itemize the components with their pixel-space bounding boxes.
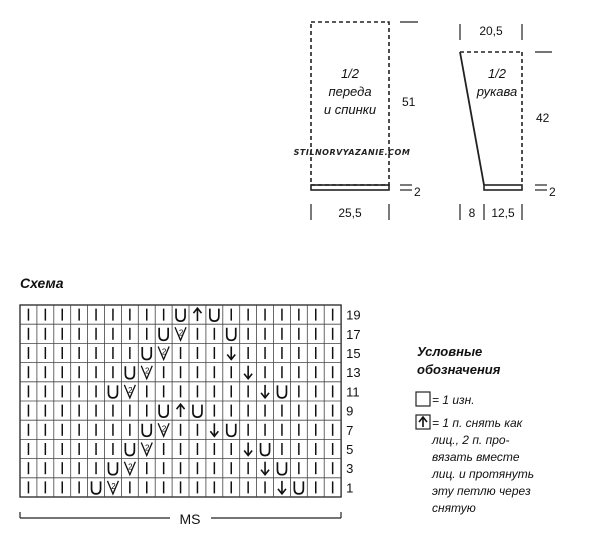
row-number: 17 [346,326,361,342]
yarn-over-icon [92,481,101,494]
row-number: 5 [346,442,354,457]
svg-text:2: 2 [178,328,184,338]
row-number: 19 [346,307,361,323]
down-arrow-icon [261,385,269,398]
legend-title-2: обозначения [417,362,501,377]
sleeve-bottom-left: 8 [468,206,476,220]
down-arrow-icon [210,423,218,436]
row-number: 13 [346,365,361,381]
front-back-band-size: 2 [414,185,421,199]
sleeve-label-1: 1/2 [487,66,507,81]
sleeve-top-width: 20,5 [479,24,503,38]
down-arrow-icon [244,366,252,379]
knit-two-together-icon [175,327,186,340]
legend-item-2-line-3: вязать вместе [432,450,520,464]
yarn-over-icon [125,443,134,456]
yarn-over-icon [142,347,151,360]
knit-two-together-icon [141,443,152,456]
front-back-label-3: и спинки [323,102,377,117]
yarn-over-icon [125,366,134,379]
sleeve-band [484,185,522,190]
knit-two-together-icon [124,462,135,475]
svg-text:2: 2 [161,424,167,434]
stitch-chart [20,305,341,497]
sleeve-schematic [460,24,556,220]
front-back-height: 51 [402,95,416,109]
legend [416,344,534,515]
svg-text:2: 2 [145,366,150,376]
up-arrow-icon [193,308,201,321]
legend-title-1: Условные [417,344,483,359]
sleeve-label-2: рукава [476,84,518,99]
svg-text:2: 2 [111,481,116,491]
row-number: 3 [346,461,354,477]
row-number: 7 [346,422,354,438]
sleeve-slope-edge [460,52,484,185]
front-back-label-2: переда [328,84,372,99]
up-arrow-icon [177,404,185,417]
yarn-over-icon [277,385,286,398]
row-number: 15 [346,346,361,361]
knit-two-together-icon [158,347,169,360]
front-back-label-1: 1/2 [340,66,360,81]
row-number: 11 [346,384,360,400]
yarn-over-icon [261,443,270,456]
down-arrow-icon [227,347,235,360]
watermark-text: STILNORVYAZANIE.COM [293,148,411,157]
yarn-over-icon [277,462,286,475]
sleeve-band-size: 2 [549,185,556,199]
front-back-schematic [311,22,421,220]
legend-item-2-line-2: лиц., 2 п. про- [432,433,510,447]
yarn-over-icon [294,481,303,494]
yarn-over-icon [108,385,117,398]
down-arrow-icon [278,481,286,494]
yarn-over-icon [176,309,185,322]
legend-item-2-line-6: снятую [432,501,476,515]
down-arrow-icon [244,443,252,456]
front-back-width: 25,5 [338,206,362,220]
repeat-bracket [20,511,341,527]
yarn-over-icon [159,405,168,418]
knit-two-together-icon [141,366,152,379]
sleeve-height: 42 [536,111,550,125]
legend-item-2-line-1: = 1 п. снять как [432,416,523,430]
front-back-band [311,185,389,190]
svg-text:2: 2 [161,347,167,357]
legend-item-1: = 1 изн. [432,393,475,407]
legend-item-2-line-4: лиц. и протянуть [432,467,535,481]
chart-title: Схема [20,275,64,291]
knit-two-together-icon [158,423,169,436]
repeat-label: MS [179,511,201,527]
yarn-over-icon [159,328,168,341]
row-number: 1 [346,480,354,496]
down-arrow-icon [261,462,269,475]
knit-two-together-icon [124,385,135,398]
purl-key-box [416,392,430,406]
svg-text:2: 2 [145,443,150,453]
svg-text:2: 2 [128,462,133,472]
row-number: 9 [346,403,354,419]
yarn-over-icon [227,424,236,437]
yarn-over-icon [210,309,219,322]
svg-text:2: 2 [128,385,133,395]
sleeve-bottom-right: 12,5 [491,206,515,220]
yarn-over-icon [227,328,236,341]
yarn-over-icon [142,424,151,437]
yarn-over-icon [193,405,202,418]
legend-item-2-line-5: эту петлю через [432,484,531,498]
knit-two-together-icon [107,481,118,494]
up-arrow-icon [419,417,427,427]
row-labels [346,308,360,496]
yarn-over-icon [108,462,117,475]
